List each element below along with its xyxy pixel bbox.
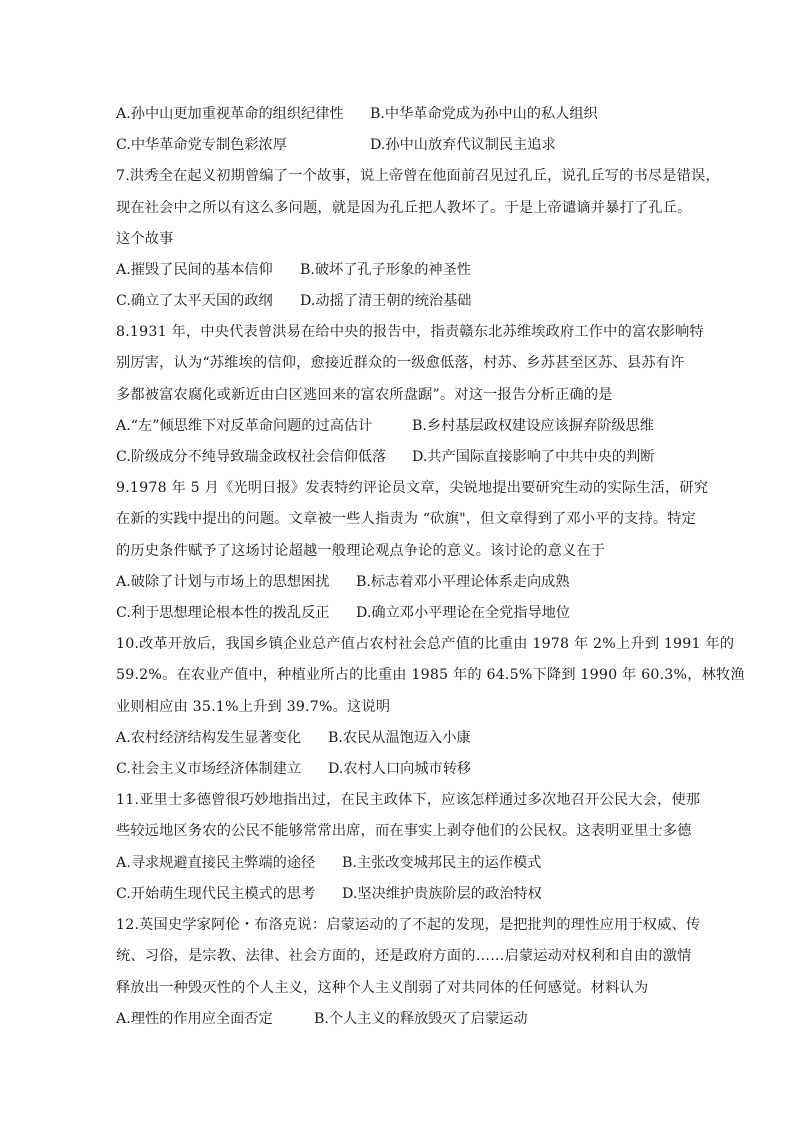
q7-option-a: A.摧毁了民间的基本信仰 [116,262,273,278]
q7-stem-line: 现在社会中之所以有这么多问题，就是因为孔丘把人教坏了。于是上帝谴谪并暴打了孔丘。 [116,200,692,216]
q7-option-b: B.破坏了孔子形象的神圣性 [300,262,471,278]
q11-option-a: A.寻求规避直接民主弊端的途径 [116,855,316,871]
q6-option-a: A.孙中山更加重视革命的组织纪律性 [116,106,344,122]
q8-stem-line: 8.1931 年，中央代表曾洪易在给中央的报告中，指责赣东北苏维埃政府工作中的富农影响特 [116,324,704,340]
q11-stem-line: 些较远地区务农的公民不能够常常出席，而在事实上剥夺他们的公民权。这表明亚里士多德 [116,823,692,839]
q7-option-d: D.动摇了清王朝的统治基础 [300,293,472,309]
q11-option-c: C.开始萌生现代民主模式的思考 [116,886,316,902]
q9-stem-line: 9.1978 年 5 月《光明日报》发表特约评论员文章，尖锐地提出要研究生动的实际生活，研究 [116,480,709,496]
q6-option-b: B.中华革命党成为孙中山的私人组织 [370,106,598,122]
q8-option-d: D.共产国际直接影响了中共中央的判断 [412,449,655,465]
q12-stem-line: 12.英国史学家阿伦・布洛克说：启蒙运动的了不起的发现，是把批判的理性应用于权威、传 [116,917,701,933]
q8-option-a: A.“左”倾思维下对反革命问题的过高估计 [116,418,373,434]
q12-option-b: B.个人主义的释放毁灭了启蒙运动 [314,1011,528,1027]
q7-stem-line: 这个故事 [116,231,174,247]
q9-option-c: C.利于思想理论根本性的拨乱反正 [116,605,330,621]
q11-stem-line: 11.亚里士多德曾很巧妙地指出过，在民主政体下，应该怎样通过多次地召开公民大会，使那 [116,792,701,808]
q10-stem-line: 业则相应由 35.1%上升到 39.7%。这说明 [116,699,391,715]
q10-option-a: A.农村经济结构发生显著变化 [116,730,302,746]
q12-option-a: A.理性的作用应全面否定 [116,1011,273,1027]
q10-option-c: C.社会主义市场经济体制建立 [116,761,302,777]
q10-option-d: D.农村人口向城市转移 [328,761,472,777]
q9-option-d: D.确立邓小平理论在全党指导地位 [356,605,571,621]
q7-option-c: C.确立了太平天国的政纲 [116,293,273,309]
q11-option-b: B.主张改变城邦民主的运作模式 [342,855,542,871]
q12-stem-line: 释放出一种毁灭性的个人主义，这种个人主义削弱了对共同体的任何感觉。材料认为 [116,980,649,996]
q10-option-b: B.农民从温饱迈入小康 [328,730,471,746]
q6-option-d: D.孙中山放弃代议制民主追求 [370,137,556,153]
q9-stem-line: 的历史条件赋予了这场讨论超越一般理论观点争论的意义。该讨论的意义在于 [116,543,606,559]
q11-option-d: D.坚决维护贵族阶层的政治特权 [342,886,542,902]
q9-option-a: A.破除了计划与市场上的思想困扰 [116,574,330,590]
q8-stem-line: 多都被富农腐化或新近由白区逃回来的富农所盘踞”。对这一报告分析正确的是 [116,387,613,403]
q9-stem-line: 在新的实践中提出的问题。文章被一些人指责为 “砍旗"，但文章得到了邓小平的支持。特定 [116,511,697,527]
q8-option-b: B.乡村基层政权建设应该摒弃阶级思维 [412,418,654,434]
q10-stem-line: 59.2%。在农业产值中，种植业所占的比重由 1985 年的 64.5%下降到 1990 年 60.3%，林牧渔 [116,667,745,683]
q12-stem-line: 统、习俗，是宗教、法律、社会方面的，还是政府方面的……启蒙运动对权利和自由的激情 [116,948,692,964]
q6-option-c: C.中华革命党专制色彩浓厚 [116,137,287,153]
q9-option-b: B.标志着邓小平理论体系走向成熟 [356,574,570,590]
q8-option-c: C.阶级成分不纯导致瑞金政权社会信仰低落 [116,449,387,465]
q7-stem-line: 7.洪秀全在起义初期曾编了一个故事，说上帝曾在他面前召见过孔丘，说孔丘写的书尽是错误， [116,168,720,184]
q8-stem-line: 别厉害，认为“苏维埃的信仰，愈接近群众的一级愈低落，村苏、乡苏甚至区苏、县苏有许 [116,355,685,371]
q10-stem-line: 10.改革开放后，我国乡镇企业总产值占农村社会总产值的比重由 1978 年 2%上升到 1991 年的 [116,636,735,652]
